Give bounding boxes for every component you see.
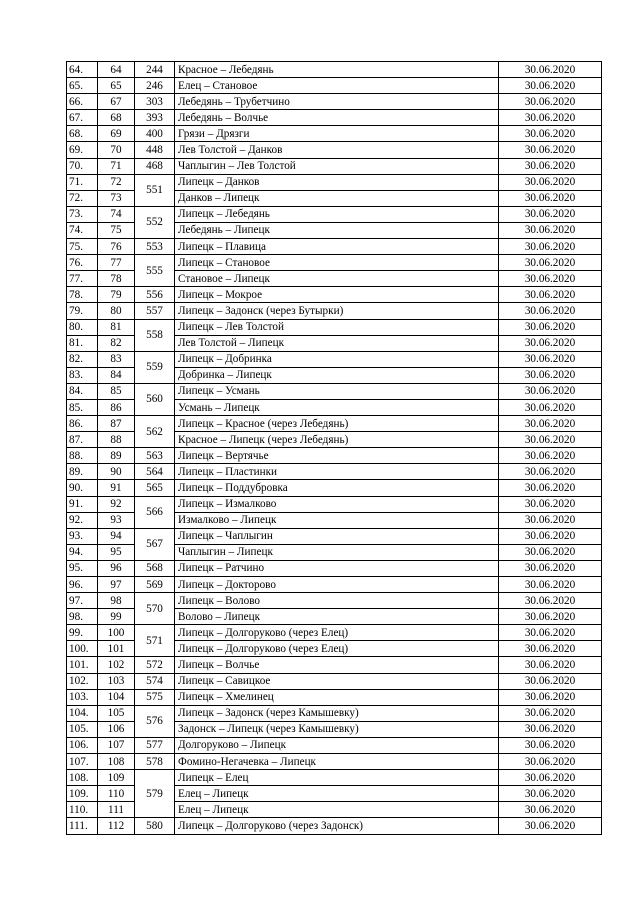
order-number-cell: 83 — [98, 351, 135, 367]
route-name-cell: Липецк – Усмань — [175, 383, 499, 399]
route-number-cell: 246 — [135, 78, 175, 94]
route-name-cell: Лебедянь – Трубетчино — [175, 94, 499, 110]
route-name-cell: Липецк – Задонск (через Бутырки) — [175, 303, 499, 319]
route-number-cell: 448 — [135, 142, 175, 158]
table-row — [67, 126, 602, 142]
date-cell: 30.06.2020 — [499, 577, 602, 593]
order-number-cell: 95 — [98, 544, 135, 560]
route-name-cell: Липецк – Лев Толстой — [175, 319, 499, 335]
route-name-cell: Лебедянь – Липецк — [175, 222, 499, 238]
route-name-cell: Добринка – Липецк — [175, 367, 499, 383]
table-row — [67, 705, 602, 721]
route-name-cell: Липецк – Долгоруково (через Елец) — [175, 625, 499, 641]
route-name-cell: Липецк – Красное (через Лебедянь) — [175, 416, 499, 432]
date-cell: 30.06.2020 — [499, 62, 602, 78]
order-number-cell: 73 — [98, 190, 135, 206]
route-number-cell: 572 — [135, 657, 175, 673]
order-number-cell: 84 — [98, 367, 135, 383]
row-number-cell: 64. — [67, 62, 98, 78]
route-name-cell: Липецк – Мокрое — [175, 287, 499, 303]
order-number-cell: 68 — [98, 110, 135, 126]
date-cell: 30.06.2020 — [499, 367, 602, 383]
row-number-cell: 108. — [67, 770, 98, 786]
row-number-cell: 67. — [67, 110, 98, 126]
order-number-cell: 76 — [98, 239, 135, 255]
route-number-cell: 555 — [135, 255, 175, 287]
route-number-cell: 563 — [135, 448, 175, 464]
route-name-cell: Липецк – Волчье — [175, 657, 499, 673]
date-cell: 30.06.2020 — [499, 770, 602, 786]
route-name-cell: Красное – Лебедянь — [175, 62, 499, 78]
order-number-cell: 71 — [98, 158, 135, 174]
route-name-cell: Липецк – Елец — [175, 770, 499, 786]
route-name-cell: Чаплыгин – Лев Толстой — [175, 158, 499, 174]
row-number-cell: 100. — [67, 641, 98, 657]
order-number-cell: 96 — [98, 560, 135, 576]
route-number-cell: 303 — [135, 94, 175, 110]
table-row — [67, 528, 602, 544]
route-name-cell: Лев Толстой – Данков — [175, 142, 499, 158]
row-number-cell: 83. — [67, 367, 98, 383]
table-row — [67, 754, 602, 770]
route-number-cell: 577 — [135, 737, 175, 753]
order-number-cell: 100 — [98, 625, 135, 641]
date-cell: 30.06.2020 — [499, 496, 602, 512]
row-number-cell: 66. — [67, 94, 98, 110]
date-cell: 30.06.2020 — [499, 737, 602, 753]
row-number-cell: 72. — [67, 190, 98, 206]
row-number-cell: 70. — [67, 158, 98, 174]
routes-table-body — [67, 62, 602, 835]
date-cell: 30.06.2020 — [499, 544, 602, 560]
table-row — [67, 255, 602, 271]
date-cell: 30.06.2020 — [499, 416, 602, 432]
table-row — [67, 737, 602, 753]
order-number-cell: 81 — [98, 319, 135, 335]
route-number-cell: 569 — [135, 577, 175, 593]
date-cell: 30.06.2020 — [499, 271, 602, 287]
date-cell: 30.06.2020 — [499, 786, 602, 802]
table-row — [67, 62, 602, 78]
route-number-cell: 468 — [135, 158, 175, 174]
order-number-cell: 64 — [98, 62, 135, 78]
row-number-cell: 93. — [67, 528, 98, 544]
routes-table — [66, 61, 602, 835]
order-number-cell: 82 — [98, 335, 135, 351]
route-name-cell: Становое – Липецк — [175, 271, 499, 287]
order-number-cell: 107 — [98, 737, 135, 753]
row-number-cell: 106. — [67, 737, 98, 753]
route-name-cell: Липецк – Ратчино — [175, 560, 499, 576]
route-name-cell: Липецк – Данков — [175, 174, 499, 190]
order-number-cell: 86 — [98, 399, 135, 415]
date-cell: 30.06.2020 — [499, 287, 602, 303]
table-row — [67, 206, 602, 222]
order-number-cell: 79 — [98, 287, 135, 303]
table-row — [67, 673, 602, 689]
route-name-cell: Волово – Липецк — [175, 609, 499, 625]
date-cell: 30.06.2020 — [499, 560, 602, 576]
route-name-cell: Липецк – Измалково — [175, 496, 499, 512]
order-number-cell: 65 — [98, 78, 135, 94]
date-cell: 30.06.2020 — [499, 528, 602, 544]
order-number-cell: 89 — [98, 448, 135, 464]
table-row — [67, 142, 602, 158]
date-cell: 30.06.2020 — [499, 142, 602, 158]
date-cell: 30.06.2020 — [499, 432, 602, 448]
order-number-cell: 90 — [98, 464, 135, 480]
table-row — [67, 560, 602, 576]
order-number-cell: 69 — [98, 126, 135, 142]
row-number-cell: 111. — [67, 818, 98, 834]
date-cell: 30.06.2020 — [499, 673, 602, 689]
date-cell: 30.06.2020 — [499, 754, 602, 770]
date-cell: 30.06.2020 — [499, 657, 602, 673]
table-row — [67, 383, 602, 399]
route-name-cell: Липецк – Лебедянь — [175, 206, 499, 222]
row-number-cell: 71. — [67, 174, 98, 190]
table-row — [67, 448, 602, 464]
row-number-cell: 110. — [67, 802, 98, 818]
order-number-cell: 105 — [98, 705, 135, 721]
route-name-cell: Липецк – Пластинки — [175, 464, 499, 480]
date-cell: 30.06.2020 — [499, 689, 602, 705]
row-number-cell: 81. — [67, 335, 98, 351]
route-number-cell: 556 — [135, 287, 175, 303]
date-cell: 30.06.2020 — [499, 126, 602, 142]
row-number-cell: 91. — [67, 496, 98, 512]
table-row — [67, 818, 602, 834]
row-number-cell: 98. — [67, 609, 98, 625]
row-number-cell: 85. — [67, 399, 98, 415]
route-name-cell: Елец – Становое — [175, 78, 499, 94]
row-number-cell: 89. — [67, 464, 98, 480]
order-number-cell: 78 — [98, 271, 135, 287]
route-number-cell: 566 — [135, 496, 175, 528]
route-number-cell: 567 — [135, 528, 175, 560]
route-name-cell: Лев Толстой – Липецк — [175, 335, 499, 351]
table-row — [67, 577, 602, 593]
row-number-cell: 84. — [67, 383, 98, 399]
row-number-cell: 92. — [67, 512, 98, 528]
date-cell: 30.06.2020 — [499, 802, 602, 818]
row-number-cell: 95. — [67, 560, 98, 576]
table-row — [67, 480, 602, 496]
date-cell: 30.06.2020 — [499, 190, 602, 206]
order-number-cell: 74 — [98, 206, 135, 222]
date-cell: 30.06.2020 — [499, 239, 602, 255]
row-number-cell: 77. — [67, 271, 98, 287]
date-cell: 30.06.2020 — [499, 158, 602, 174]
order-number-cell: 106 — [98, 721, 135, 737]
route-number-cell: 565 — [135, 480, 175, 496]
table-row — [67, 657, 602, 673]
order-number-cell: 101 — [98, 641, 135, 657]
route-number-cell: 400 — [135, 126, 175, 142]
date-cell: 30.06.2020 — [499, 303, 602, 319]
date-cell: 30.06.2020 — [499, 319, 602, 335]
route-name-cell: Липецк – Плавица — [175, 239, 499, 255]
route-name-cell: Елец – Липецк — [175, 786, 499, 802]
table-row — [67, 94, 602, 110]
route-name-cell: Грязи – Дрязги — [175, 126, 499, 142]
order-number-cell: 98 — [98, 593, 135, 609]
order-number-cell: 77 — [98, 255, 135, 271]
date-cell: 30.06.2020 — [499, 593, 602, 609]
date-cell: 30.06.2020 — [499, 78, 602, 94]
table-row — [67, 303, 602, 319]
route-name-cell: Задонск – Липецк (через Камышевку) — [175, 721, 499, 737]
route-number-cell: 579 — [135, 770, 175, 818]
table-row — [67, 158, 602, 174]
table-row — [67, 464, 602, 480]
order-number-cell: 93 — [98, 512, 135, 528]
row-number-cell: 82. — [67, 351, 98, 367]
table-row — [67, 351, 602, 367]
date-cell: 30.06.2020 — [499, 335, 602, 351]
row-number-cell: 94. — [67, 544, 98, 560]
date-cell: 30.06.2020 — [499, 512, 602, 528]
table-row — [67, 239, 602, 255]
table-row — [67, 319, 602, 335]
row-number-cell: 78. — [67, 287, 98, 303]
route-name-cell: Липецк – Волово — [175, 593, 499, 609]
row-number-cell: 97. — [67, 593, 98, 609]
route-name-cell: Липецк – Вертячье — [175, 448, 499, 464]
route-name-cell: Липецк – Становое — [175, 255, 499, 271]
row-number-cell: 80. — [67, 319, 98, 335]
table-row — [67, 416, 602, 432]
date-cell: 30.06.2020 — [499, 351, 602, 367]
row-number-cell: 73. — [67, 206, 98, 222]
row-number-cell: 105. — [67, 721, 98, 737]
order-number-cell: 110 — [98, 786, 135, 802]
row-number-cell: 107. — [67, 754, 98, 770]
route-number-cell: 551 — [135, 174, 175, 206]
route-number-cell: 558 — [135, 319, 175, 351]
route-number-cell: 575 — [135, 689, 175, 705]
route-name-cell: Усмань – Липецк — [175, 399, 499, 415]
table-row — [67, 593, 602, 609]
route-number-cell: 552 — [135, 206, 175, 238]
order-number-cell: 80 — [98, 303, 135, 319]
order-number-cell: 94 — [98, 528, 135, 544]
row-number-cell: 104. — [67, 705, 98, 721]
order-number-cell: 92 — [98, 496, 135, 512]
row-number-cell: 65. — [67, 78, 98, 94]
date-cell: 30.06.2020 — [499, 255, 602, 271]
row-number-cell: 103. — [67, 689, 98, 705]
date-cell: 30.06.2020 — [499, 609, 602, 625]
date-cell: 30.06.2020 — [499, 705, 602, 721]
table-row — [67, 287, 602, 303]
date-cell: 30.06.2020 — [499, 206, 602, 222]
row-number-cell: 88. — [67, 448, 98, 464]
route-name-cell: Фомино-Негачевка – Липецк — [175, 754, 499, 770]
route-name-cell: Липецк – Хмелинец — [175, 689, 499, 705]
order-number-cell: 109 — [98, 770, 135, 786]
route-number-cell: 559 — [135, 351, 175, 383]
route-name-cell: Липецк – Чаплыгин — [175, 528, 499, 544]
date-cell: 30.06.2020 — [499, 625, 602, 641]
order-number-cell: 97 — [98, 577, 135, 593]
route-number-cell: 570 — [135, 593, 175, 625]
route-name-cell: Липецк – Долгоруково (через Задонск) — [175, 818, 499, 834]
date-cell: 30.06.2020 — [499, 448, 602, 464]
route-number-cell: 578 — [135, 754, 175, 770]
date-cell: 30.06.2020 — [499, 110, 602, 126]
date-cell: 30.06.2020 — [499, 641, 602, 657]
route-number-cell: 580 — [135, 818, 175, 834]
table-row — [67, 689, 602, 705]
date-cell: 30.06.2020 — [499, 399, 602, 415]
order-number-cell: 87 — [98, 416, 135, 432]
row-number-cell: 96. — [67, 577, 98, 593]
table-row — [67, 625, 602, 641]
route-name-cell: Лебедянь – Волчье — [175, 110, 499, 126]
route-name-cell: Липецк – Задонск (через Камышевку) — [175, 705, 499, 721]
date-cell: 30.06.2020 — [499, 464, 602, 480]
order-number-cell: 108 — [98, 754, 135, 770]
route-name-cell: Елец – Липецк — [175, 802, 499, 818]
route-name-cell: Липецк – Поддубровка — [175, 480, 499, 496]
route-name-cell: Долгоруково – Липецк — [175, 737, 499, 753]
route-number-cell: 553 — [135, 239, 175, 255]
row-number-cell: 109. — [67, 786, 98, 802]
order-number-cell: 72 — [98, 174, 135, 190]
table-row — [67, 770, 602, 786]
order-number-cell: 103 — [98, 673, 135, 689]
route-number-cell: 576 — [135, 705, 175, 737]
table-row — [67, 110, 602, 126]
route-number-cell: 557 — [135, 303, 175, 319]
table-row — [67, 78, 602, 94]
row-number-cell: 87. — [67, 432, 98, 448]
route-number-cell: 560 — [135, 383, 175, 415]
order-number-cell: 85 — [98, 383, 135, 399]
route-name-cell: Красное – Липецк (через Лебедянь) — [175, 432, 499, 448]
row-number-cell: 86. — [67, 416, 98, 432]
order-number-cell: 70 — [98, 142, 135, 158]
date-cell: 30.06.2020 — [499, 222, 602, 238]
table-row — [67, 496, 602, 512]
row-number-cell: 90. — [67, 480, 98, 496]
order-number-cell: 91 — [98, 480, 135, 496]
order-number-cell: 112 — [98, 818, 135, 834]
route-number-cell: 244 — [135, 62, 175, 78]
order-number-cell: 67 — [98, 94, 135, 110]
route-name-cell: Липецк – Савицкое — [175, 673, 499, 689]
route-name-cell: Измалково – Липецк — [175, 512, 499, 528]
row-number-cell: 69. — [67, 142, 98, 158]
date-cell: 30.06.2020 — [499, 94, 602, 110]
route-number-cell: 564 — [135, 464, 175, 480]
order-number-cell: 99 — [98, 609, 135, 625]
route-number-cell: 568 — [135, 560, 175, 576]
row-number-cell: 76. — [67, 255, 98, 271]
date-cell: 30.06.2020 — [499, 818, 602, 834]
order-number-cell: 88 — [98, 432, 135, 448]
order-number-cell: 102 — [98, 657, 135, 673]
row-number-cell: 68. — [67, 126, 98, 142]
date-cell: 30.06.2020 — [499, 480, 602, 496]
order-number-cell: 75 — [98, 222, 135, 238]
route-number-cell: 393 — [135, 110, 175, 126]
route-number-cell: 562 — [135, 416, 175, 448]
date-cell: 30.06.2020 — [499, 721, 602, 737]
table-row — [67, 174, 602, 190]
order-number-cell: 104 — [98, 689, 135, 705]
route-name-cell: Липецк – Долгоруково (через Елец) — [175, 641, 499, 657]
route-name-cell: Липецк – Добринка — [175, 351, 499, 367]
route-number-cell: 574 — [135, 673, 175, 689]
route-name-cell: Данков – Липецк — [175, 190, 499, 206]
order-number-cell: 111 — [98, 802, 135, 818]
row-number-cell: 102. — [67, 673, 98, 689]
route-name-cell: Чаплыгин – Липецк — [175, 544, 499, 560]
row-number-cell: 101. — [67, 657, 98, 673]
row-number-cell: 74. — [67, 222, 98, 238]
date-cell: 30.06.2020 — [499, 383, 602, 399]
row-number-cell: 99. — [67, 625, 98, 641]
route-number-cell: 571 — [135, 625, 175, 657]
date-cell: 30.06.2020 — [499, 174, 602, 190]
row-number-cell: 75. — [67, 239, 98, 255]
route-name-cell: Липецк – Докторово — [175, 577, 499, 593]
row-number-cell: 79. — [67, 303, 98, 319]
